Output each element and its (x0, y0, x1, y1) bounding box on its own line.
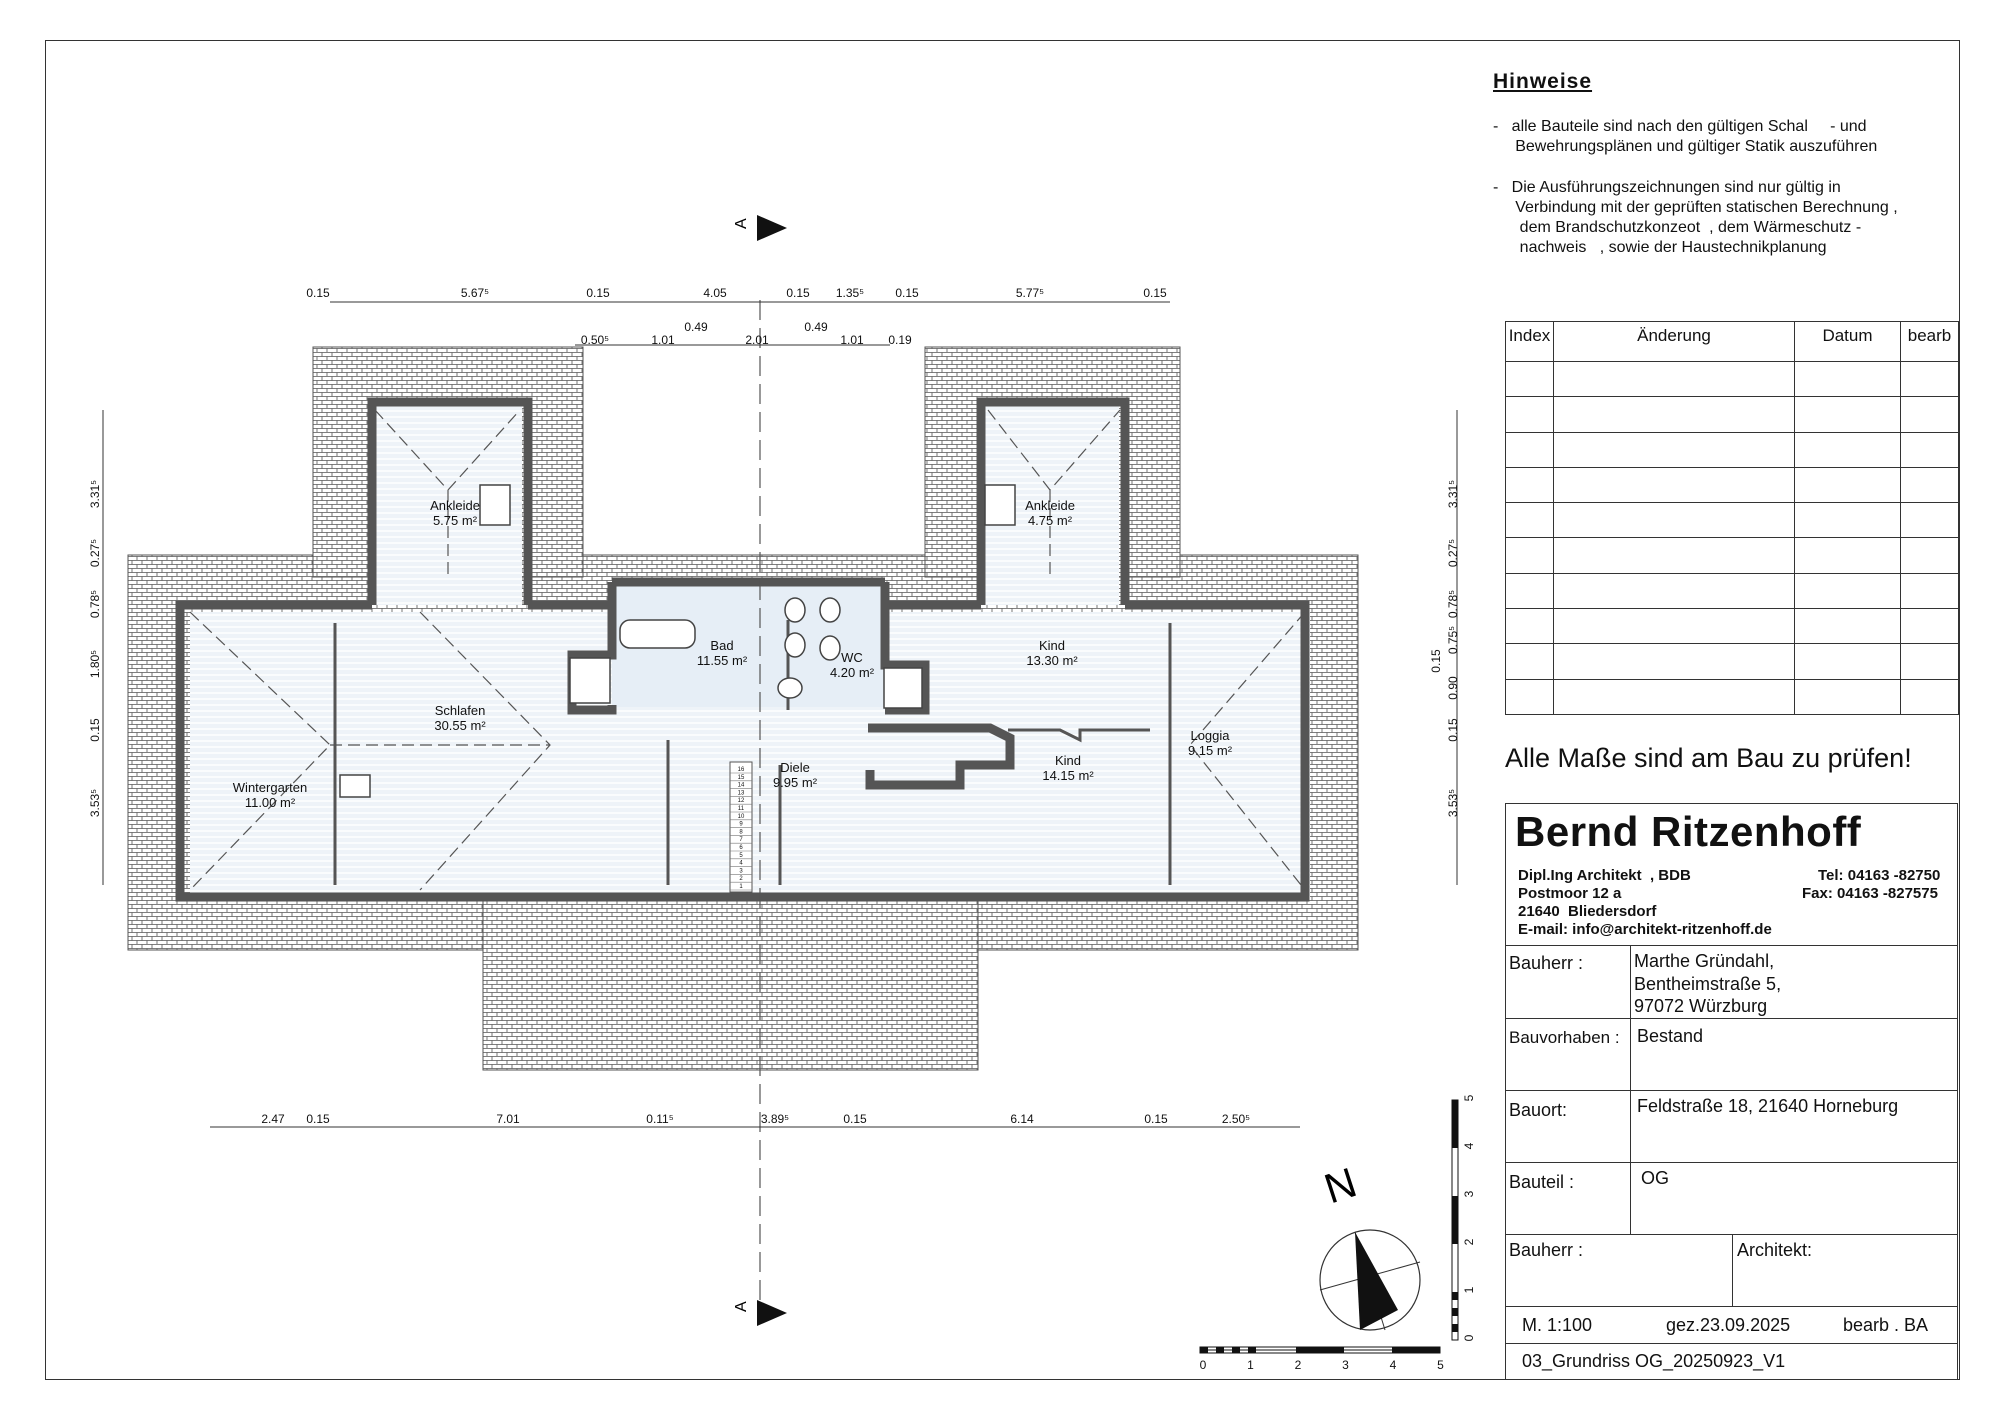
north-arrow-icon (1319, 1158, 1420, 1330)
room-name: Wintergarten (232, 780, 308, 795)
room-area: 30.55 m² (434, 718, 486, 733)
dimension-top-inner: 2.01 (745, 333, 769, 347)
room-area: 4.20 m² (829, 665, 875, 680)
dimension-top: 0.15 (586, 286, 610, 300)
dimension-right: 0.15 (1446, 718, 1460, 742)
room-area: 9.95 m² (772, 775, 818, 790)
dimension-top-inner: 1.01 (651, 333, 675, 347)
dimension-top-inner: 1.01 (840, 333, 864, 347)
bauherr-value-2: Bentheimstraße 5, (1634, 974, 1782, 994)
room-area: 14.15 m² (1042, 768, 1094, 783)
firm-name: Bernd Ritzenhoff (1515, 808, 1862, 855)
dimension-bottom: 0.15 (306, 1112, 330, 1126)
rev-row (1506, 538, 1959, 573)
stair-step-number: 7 (739, 837, 743, 844)
scale-vertical-tick-label: 5 (1462, 1094, 1476, 1102)
stair-step-number: 8 (739, 829, 743, 836)
firm-email: E-mail: info@architekt-ritzenhoff.de (1518, 921, 1772, 938)
rev-row (1506, 432, 1959, 467)
stair-step-number: 13 (737, 790, 745, 797)
check-hint: Alle Maße sind am Bau zu prüfen! (1505, 743, 1912, 773)
dimension-top-inner: 0.49 (804, 320, 828, 334)
section-marker-bottom (733, 1300, 787, 1326)
notes-title: Hinweise (1493, 70, 1593, 93)
rev-header-bearb: bearb (1901, 322, 1959, 362)
scale-tick-label: 2 (1294, 1358, 1302, 1372)
filename: 03_Grundriss OG_20250923_V1 (1522, 1351, 1786, 1371)
dimension-top: 5.67⁵ (460, 286, 490, 300)
room-area: 11.00 m² (244, 795, 296, 810)
room-name: Loggia (1190, 728, 1230, 743)
dimension-right: 0.15 (1429, 649, 1443, 673)
firm-line2: Postmoor 12 a (1518, 885, 1622, 902)
rev-header-index: Index (1506, 322, 1554, 362)
rev-header-date: Datum (1795, 322, 1901, 362)
dimension-left: 0.15 (88, 718, 102, 742)
bauherr-value-1: Marthe Gründahl, (1634, 951, 1775, 971)
scale-bar-labels (1200, 1358, 1445, 1372)
rev-row (1506, 362, 1959, 397)
room-area: 13.30 m² (1026, 653, 1078, 668)
firm-line1: Dipl.Ing Architekt , BDB (1518, 867, 1691, 884)
dimension-bottom: 0.11⁵ (646, 1112, 674, 1126)
dimension-top-inner: 0.50⁵ (580, 333, 610, 347)
stair-step-number: 16 (737, 767, 745, 773)
section-marker-top (733, 215, 787, 241)
dimension-top: 0.15 (895, 286, 919, 300)
architekt-label: Architekt: (1737, 1240, 1813, 1260)
room-name: Ankleide (430, 498, 480, 513)
rev-row (1506, 644, 1959, 679)
dimension-top: 0.15 (786, 286, 810, 300)
rev-row (1506, 679, 1959, 714)
dimension-top: 0.15 (1143, 286, 1167, 300)
room-area: 4.75 m² (1027, 513, 1073, 528)
bauteil-label: Bauteil : (1509, 1172, 1575, 1192)
room-name: Bad (710, 638, 734, 653)
dimension-top-inner: 0.49 (684, 320, 708, 334)
room-area: 11.55 m² (696, 653, 748, 668)
dimension-top: 5.77⁵ (1015, 286, 1045, 300)
dimension-right: 0.78⁵ (1446, 589, 1460, 619)
dimension-bottom: 0.15 (843, 1112, 867, 1126)
dimension-top: 1.35⁵ (835, 286, 865, 300)
rev-row (1506, 573, 1959, 608)
dimension-bottom: 7.01 (496, 1112, 520, 1126)
drawn-date: gez.23.09.2025 (1666, 1315, 1791, 1335)
scale-vertical-tick-label: 3 (1462, 1190, 1476, 1198)
room-area: 9.15 m² (1187, 743, 1233, 758)
bauteil-value: OG (1641, 1168, 1670, 1188)
scale-vertical-tick-label: 1 (1462, 1286, 1476, 1294)
room-name: Kind (1038, 638, 1066, 653)
stair-step-number: 15 (737, 774, 745, 781)
room-name: WC (841, 650, 863, 665)
scale-text: M. 1:100 (1522, 1315, 1593, 1335)
dimension-top-inner: 0.19 (888, 333, 912, 347)
scale-bar-vertical-labels (1462, 1094, 1476, 1341)
scale-tick-label: 0 (1199, 1358, 1207, 1372)
dimension-top: 0.15 (306, 286, 330, 300)
dimension-bottom: 0.15 (1144, 1112, 1168, 1126)
room-name: Kind (1054, 753, 1082, 768)
dimension-right: 0.27⁵ (1446, 538, 1460, 568)
firm-line3: 21640 Bliedersdorf (1518, 903, 1657, 920)
dimension-bottom: 3.89⁵ (760, 1112, 790, 1126)
dimension-left: 0.27⁵ (88, 538, 102, 568)
bauort-value: Feldstraße 18, 21640 Horneburg (1637, 1096, 1899, 1116)
bauherr-value-3: 97072 Würzburg (1634, 996, 1768, 1016)
dimension-right: 0.90 (1446, 676, 1460, 700)
room-name: Diele (780, 760, 810, 775)
scale-bar-horizontal (1200, 1347, 1440, 1353)
dimension-right: 3.53⁵ (1446, 788, 1460, 818)
room-area: 5.75 m² (432, 513, 478, 528)
dimension-top: 4.05 (703, 286, 727, 300)
dimension-bottom: 2.47 (261, 1112, 285, 1126)
scale-tick-label: 4 (1389, 1358, 1397, 1372)
scale-vertical-tick-label: 2 (1462, 1238, 1476, 1246)
rev-row (1506, 503, 1959, 538)
stair-step-number: 1 (739, 884, 743, 890)
stair-step-number: 9 (739, 821, 743, 828)
dimension-left: 3.53⁵ (88, 788, 102, 818)
firm-tel: Tel: 04163 -82750 (1818, 867, 1941, 884)
firm-fax: Fax: 04163 -827575 (1802, 885, 1938, 902)
stair-step-number: 11 (737, 806, 745, 812)
rev-header-change: Änderung (1554, 322, 1795, 362)
dimension-left: 0.78⁵ (88, 589, 102, 619)
stair-step-number: 14 (737, 782, 745, 789)
scale-bar-vertical (1452, 1100, 1458, 1340)
dimension-bottom: 2.50⁵ (1221, 1112, 1251, 1126)
bauherr-label: Bauherr : (1509, 953, 1584, 973)
dimension-left: 3.31⁵ (88, 479, 102, 509)
stair-step-number: 12 (737, 798, 745, 805)
room-name: Ankleide (1025, 498, 1075, 513)
bauvorhaben-label: Bauvorhaben : (1509, 1028, 1620, 1047)
rev-row (1506, 397, 1959, 432)
dimension-right: 0.75⁵ (1446, 625, 1460, 655)
scale-vertical-tick-label: 0 (1462, 1334, 1476, 1342)
stair-step-number: 2 (739, 876, 743, 883)
revision-table (1505, 321, 1959, 715)
svg-text:N: N (1318, 1158, 1363, 1213)
bearb-text: bearb . BA (1843, 1315, 1929, 1335)
stair-step-number: 5 (739, 852, 743, 859)
svg-text:A: A (733, 1301, 750, 1312)
stair-step-number: 10 (737, 813, 745, 820)
scale-tick-label: 1 (1247, 1358, 1254, 1372)
scale-tick-label: 3 (1342, 1358, 1349, 1372)
note-1: - alle Bauteile sind nach den gültigen Schal - und Bewehrungsplänen und gültiger Statik auszuführen (1493, 118, 1878, 155)
stair-step-number: 6 (739, 845, 743, 851)
bauort-label: Bauort: (1509, 1100, 1568, 1120)
scale-tick-label: 5 (1437, 1358, 1444, 1372)
svg-text:A: A (733, 218, 750, 229)
rev-row (1506, 609, 1959, 644)
scale-vertical-tick-label: 4 (1462, 1142, 1476, 1150)
room-name: Schlafen (434, 703, 486, 718)
dimension-bottom: 6.14 (1010, 1112, 1034, 1126)
dimension-right: 3.31⁵ (1446, 479, 1460, 509)
note-2: - Die Ausführungszeichnungen sind nur gültig in Verbindung mit der geprüften statischen Berechnung , dem Brandschutzkonzeot , dem Wärmeschutz - nachweis , sowie der Haustechnikplanung (1493, 179, 1898, 256)
stair-step-number: 4 (739, 860, 743, 867)
bauherr2-label: Bauherr : (1509, 1240, 1584, 1260)
dimension-left: 1.80⁵ (88, 649, 102, 679)
stair-step-number: 3 (739, 868, 743, 875)
rev-row (1506, 467, 1959, 502)
bauvorhaben-value: Bestand (1637, 1026, 1704, 1046)
